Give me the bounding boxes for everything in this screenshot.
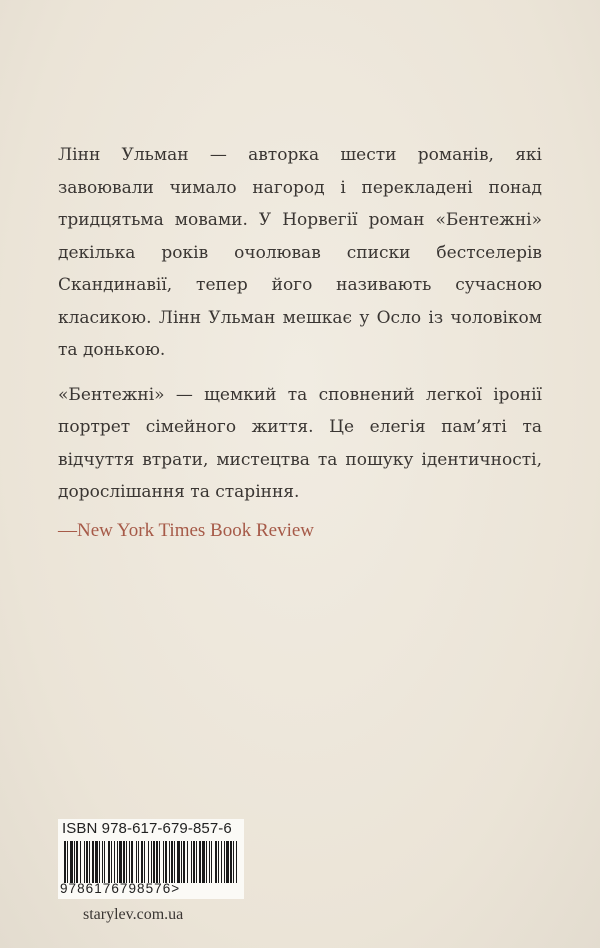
review-attribution: —New York Times Book Review (58, 519, 315, 541)
author-bio-paragraph: Лінн Ульман — авторка шести романів, які завоювали чимало нагород і перекладені понад тридцятьма мовами. У Норвегії роман «Бентежні» декілька років очолював списки бестселерів Скандинавії, тепер його називають сучасною класикою. Лінн Ульман мешкає у Осло із чоловіком та донькою. (58, 145, 542, 360)
description-block (58, 139, 542, 547)
isbn-label: ISBN 978-617-679-857-6 (62, 820, 232, 837)
book-blurb-paragraph: «Бентежні» — щемкий та сповнений легкої іронії портрет сімейного життя. Це елегія пам’яті та відчуття втрати, мистецтва та пошуку ідентичності, дорослішання та старіння. (58, 384, 542, 502)
isbn-barcode (58, 819, 244, 899)
publisher-website: starylev.com.ua (83, 906, 184, 923)
barcode-digits: 9786176798576> (60, 881, 181, 896)
barcode-icon (62, 841, 240, 883)
